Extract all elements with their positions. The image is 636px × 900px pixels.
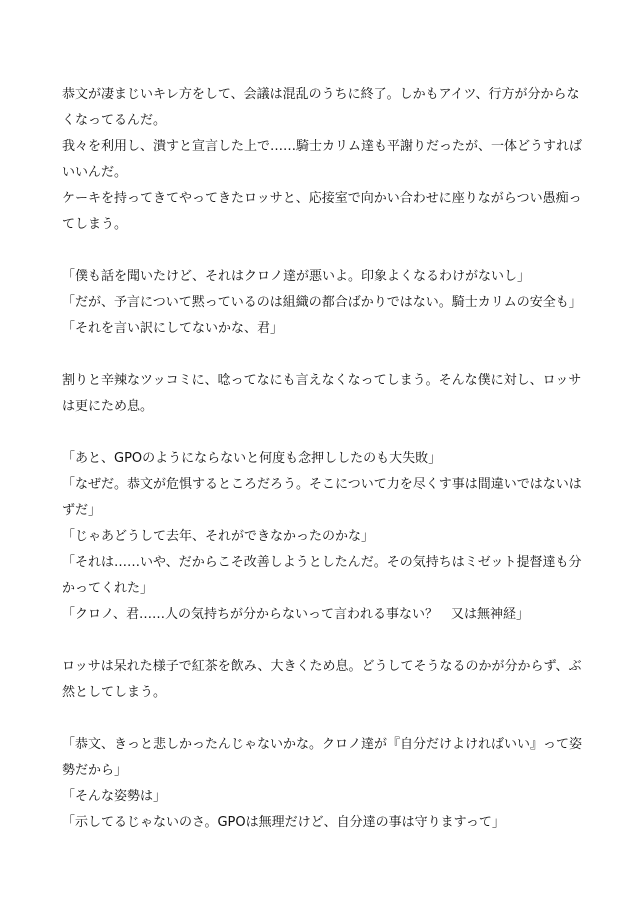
dialogue-line: 「示してるじゃないのさ。GPOは無理だけど、自分達の事は守りますって」 (62, 815, 505, 830)
dialogue-line: 「僕も話を聞いたけど、それはクロノ達が悪いよ。印象よくなるわけがないし」 (62, 269, 531, 284)
paragraph: ロッサは呆れた様子で紅茶を飲み、大きくため息。どうしてそうなるのかが分からず、ぶ然としてしまう。 (62, 659, 582, 700)
blank-line (62, 238, 582, 264)
document-body (62, 82, 582, 836)
blank-line (62, 628, 582, 654)
blank-line (62, 342, 582, 368)
dialogue-line: 「それを言い訳にしてないかな、君」 (62, 321, 284, 336)
paragraph: ケーキを持ってきてやってきたロッサと、応接室で向かい合わせに座りながらつい愚痴ってしまう。 (62, 191, 582, 232)
dialogue-line: 「恭文、きっと悲しかったんじゃないかな。クロノ達が『自分だけよければいい』って姿勢だから」 (62, 737, 583, 778)
paragraph: 恭文が凄まじいキレ方をして、会議は混乱のうちに終了。しかもアイツ、行方が分からなくなってるんだ。 (62, 87, 580, 128)
dialogue-line: 「じゃあどうして去年、それができなかったのかな」 (62, 529, 375, 544)
paragraph: 我々を利用し、潰すと宣言した上で……騎士カリム達も平謝りだったが、一体どうすればいいんだ。 (62, 139, 583, 180)
dialogue-line: 「なぜだ。恭文が危惧するところだろう。そこについて力を尽くす事は間違いではないはずだ」 (62, 477, 582, 518)
blank-line (62, 706, 582, 732)
dialogue-line: 「クロノ、君……人の気持ちが分からないって言われる事ない？ 又は無神経」 (62, 607, 529, 622)
blank-line (62, 420, 582, 446)
dialogue-line: 「あと、GPOのようにならないと何度も念押ししたのも大失敗」 (62, 451, 442, 466)
dialogue-line: 「そんな姿勢は」 (62, 789, 167, 804)
dialogue-line: 「それは……いや、だからこそ改善しようとしたんだ。その気持ちはミゼット提督達も分かってくれた」 (62, 555, 582, 596)
paragraph: 割りと辛辣なツッコミに、唸ってなにも言えなくなってしまう。そんな僕に対し、ロッサは更にため息。 (62, 373, 582, 414)
dialogue-line: 「だが、予言について黙っているのは組織の都合ばかりではない。騎士カリムの安全も」 (62, 295, 582, 310)
